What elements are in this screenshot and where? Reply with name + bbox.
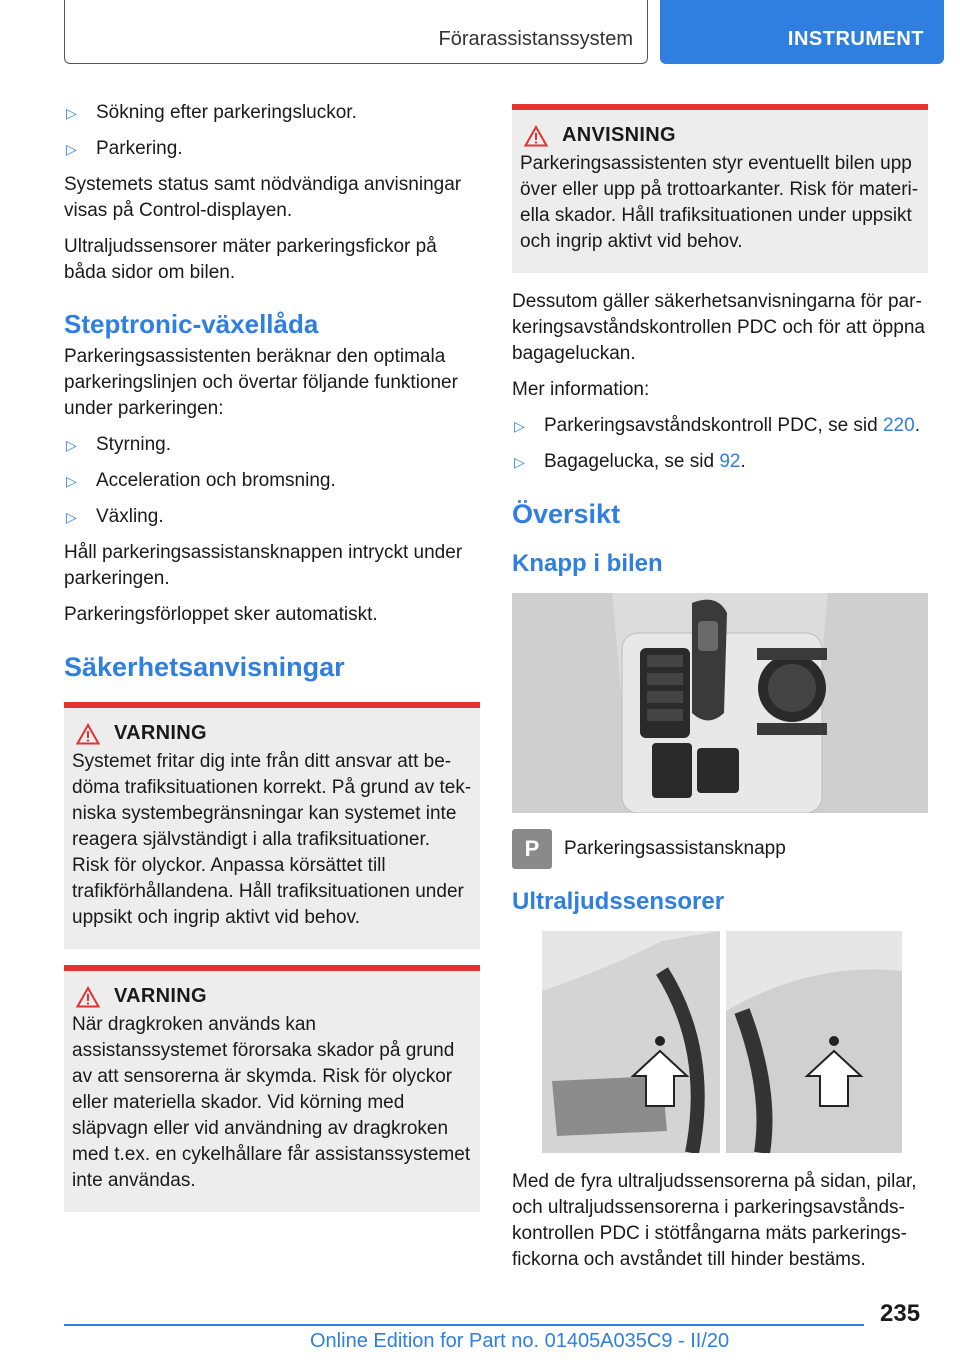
notice-box bbox=[512, 104, 928, 273]
console-photo bbox=[512, 593, 928, 813]
paragraph: Håll parkeringsassistansknappen intryckt under parkeringen. bbox=[64, 542, 463, 589]
sensor-photo bbox=[512, 931, 928, 1153]
list-item: ▷ Växling. bbox=[64, 504, 480, 530]
triangle-bullet-icon: ▷ bbox=[514, 454, 525, 470]
left-column bbox=[64, 100, 480, 1228]
warning-title: VARNING bbox=[114, 722, 207, 744]
paragraph: Parkeringsförloppet sker automatiskt. bbox=[64, 604, 378, 625]
parking-assistant-button-icon: P bbox=[512, 829, 552, 869]
paragraph: Med de fyra ultraljudssensorerna på sidan, pilar, och ultraljudssensorerna i parkeringsavståndskontrollen PDC i stötfångarna mäts parkeringsfickorna och avståndet till hinder bestäms. bbox=[512, 1171, 917, 1270]
header-section-tab bbox=[64, 0, 648, 64]
list-item: ▷ Parkeringsavståndskontroll PDC, se sid 220. bbox=[512, 413, 928, 439]
header-chapter-title: INSTRUMENT bbox=[787, 28, 924, 50]
edition-footer: Online Edition for Part no. 01405A035C9 - II/20 bbox=[310, 1330, 730, 1352]
subheading-sensors: Ultraljudssensorer bbox=[512, 888, 725, 915]
notice-title: ANVISNING bbox=[562, 124, 676, 146]
triangle-bullet-icon: ▷ bbox=[66, 473, 77, 489]
warning-triangle-icon bbox=[76, 986, 100, 1008]
list-item: ▷ Bagagelucka, se sid 92. bbox=[512, 449, 928, 475]
center-console-illustration bbox=[512, 593, 928, 813]
warning-triangle-icon bbox=[76, 723, 100, 745]
figure-caption bbox=[512, 829, 928, 869]
section-heading-overview: Översikt bbox=[512, 499, 621, 529]
paragraph: Ultraljudssensorer mäter parkeringsfickor på båda sidor om bilen. bbox=[64, 236, 437, 283]
warning-title: VARNING bbox=[114, 985, 207, 1007]
page-link-220[interactable]: 220 bbox=[882, 415, 915, 436]
list-item: ▷ Styrning. bbox=[64, 432, 480, 458]
ultrasonic-sensor-illustration bbox=[512, 931, 928, 1153]
list-item: ▷ Acceleration och bromsning. bbox=[64, 468, 480, 494]
list-item: ▷ Sökning efter parkeringsluckor. bbox=[64, 100, 480, 126]
notice-triangle-icon bbox=[524, 125, 548, 147]
paragraph: Dessutom gäller säkerhetsanvisningarna för parkeringsavståndskontrollen PDC och för att öppna bagageluckan. bbox=[512, 291, 925, 364]
section-heading-steptronic: Steptronic-växellåda bbox=[64, 309, 319, 339]
triangle-bullet-icon: ▷ bbox=[66, 437, 77, 453]
paragraph: Mer information: bbox=[512, 379, 650, 400]
list-item: ▷ Parkering. bbox=[64, 136, 480, 162]
triangle-bullet-icon: ▷ bbox=[66, 141, 77, 157]
warning-text: När dragkroken används kan assistanssystemet förorsaka skador på grund av att sensorerna är skymda. Risk för olyckor eller materiella skador. Vid körning med släpvagn eller vid användning av dragkroken med t.ex. en cykelhållare får assistanssystemet inte användas. bbox=[72, 1014, 471, 1191]
triangle-bullet-icon: ▷ bbox=[66, 509, 77, 525]
warning-box bbox=[64, 965, 480, 1212]
page-link-92[interactable]: 92 bbox=[719, 451, 741, 472]
warning-text: Systemet fritar dig inte från ditt ansvar att bedöma trafiksituationen korrekt. På grund av tekniska systembegränsningar kan systemet inte reagera självständigt i alla trafiksituationer. Risk för olyckor. Anpassa körsättet till trafikförhållandena. Håll trafiksituationen under uppsikt och ingrip aktivt vid behov. bbox=[72, 751, 472, 928]
paragraph: Parkeringsassistenten beräknar den optimala parkeringslinjen och övertar följande funktioner under parkeringen: bbox=[64, 346, 458, 419]
triangle-bullet-icon: ▷ bbox=[66, 105, 77, 121]
right-column bbox=[512, 104, 928, 1283]
triangle-bullet-icon: ▷ bbox=[514, 418, 525, 434]
section-heading-safety: Säkerhetsanvisningar bbox=[64, 652, 345, 682]
notice-text: Parkeringsassistenten styr eventuellt bilen upp över eller upp på trottoarkanter. Risk för materiella skador. Håll trafiksituationen under uppsikt och ingrip aktivt vid behov. bbox=[520, 153, 919, 252]
warning-box bbox=[64, 702, 480, 949]
header-section-title: Förarassistanssystem bbox=[438, 28, 633, 50]
footer-divider bbox=[64, 1324, 864, 1326]
caption-text: Parkeringsassistansknapp bbox=[564, 838, 786, 859]
header-chapter-tab bbox=[660, 0, 944, 64]
paragraph: Systemets status samt nödvändiga anvisningar visas på Control-displayen. bbox=[64, 174, 462, 221]
subheading-button: Knapp i bilen bbox=[512, 550, 663, 577]
page-number: 235 bbox=[880, 1300, 921, 1327]
